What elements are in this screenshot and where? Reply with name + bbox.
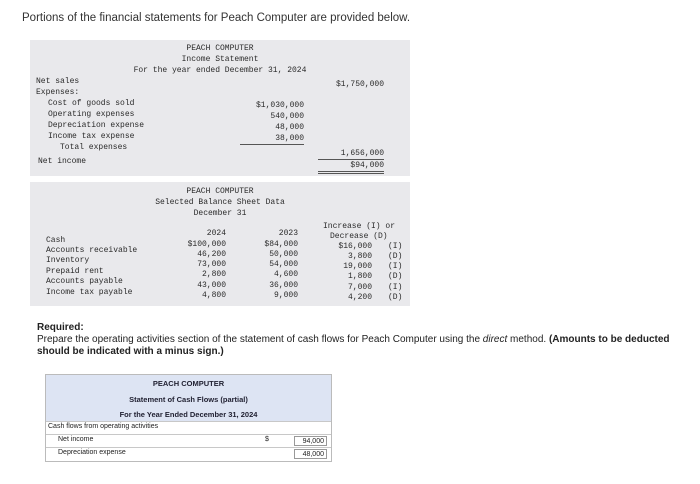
bs-row-label: Cash bbox=[46, 236, 66, 245]
bs-row-2024: 2,800 bbox=[201, 270, 226, 279]
bs-title: Selected Balance Sheet Data bbox=[155, 198, 285, 207]
cf-row-label: Depreciation expense bbox=[58, 449, 126, 456]
cf-amount-input[interactable]: 94,000 bbox=[294, 436, 327, 446]
cf-row-net-income bbox=[46, 434, 331, 447]
total-expenses-value: 1,656,000 bbox=[318, 149, 384, 160]
bs-row-2023: 54,000 bbox=[269, 260, 298, 269]
bs-row-2023: $84,000 bbox=[264, 240, 298, 249]
bs-row-flag: (D) bbox=[388, 252, 403, 261]
is-period: For the year ended December 31, 2024 bbox=[133, 66, 307, 75]
expense-label: Depreciation expense bbox=[48, 121, 145, 130]
bs-row-flag: (D) bbox=[388, 293, 403, 302]
bs-row-2023: 4,600 bbox=[273, 270, 298, 279]
expense-value: $1,030,000 bbox=[255, 101, 304, 110]
total-expenses-label: Total expenses bbox=[60, 143, 128, 152]
expense-value: 48,000 bbox=[275, 123, 304, 132]
bs-row-change: 3,800 bbox=[347, 252, 372, 261]
bs-row-change: 7,000 bbox=[347, 283, 372, 292]
required-text: Prepare the operating activities section of the statement of cash flows for Peach Computer using the direct method. (Amounts to be deducted should be indicated with a minus sign.) bbox=[37, 334, 670, 357]
cf-row-depreciation bbox=[46, 447, 331, 460]
cf-currency: $ bbox=[265, 436, 269, 443]
cf-title: Statement of Cash Flows (partial) bbox=[129, 395, 248, 404]
bs-company: PEACH COMPUTER bbox=[186, 187, 254, 196]
bs-row-2024: 4,800 bbox=[201, 291, 226, 300]
bs-row-label: Accounts payable bbox=[46, 277, 123, 286]
cf-section-row bbox=[46, 421, 331, 434]
net-income-label: Net income bbox=[38, 157, 87, 166]
bs-row-flag: (D) bbox=[388, 272, 403, 281]
is-company: PEACH COMPUTER bbox=[186, 44, 254, 53]
bs-row-2024: 46,200 bbox=[197, 250, 226, 259]
bs-row-label: Inventory bbox=[46, 256, 90, 265]
cf-amount-input[interactable]: 48,000 bbox=[294, 449, 327, 459]
bs-col-2024: 2024 bbox=[206, 229, 226, 238]
bs-row-2023: 9,000 bbox=[273, 291, 298, 300]
bs-row-flag: (I) bbox=[388, 242, 403, 251]
bs-col-change: Increase (I) or bbox=[323, 222, 396, 231]
bs-row-change: 1,800 bbox=[347, 272, 372, 281]
expense-label: Operating expenses bbox=[48, 110, 135, 119]
intro-text: Portions of the financial statements for Peach Computer are provided below. bbox=[22, 12, 411, 24]
required-heading: Required: bbox=[37, 322, 84, 333]
expenses-label: Expenses: bbox=[36, 88, 80, 97]
bs-row-flag: (I) bbox=[388, 262, 403, 271]
cf-company: PEACH COMPUTER bbox=[152, 379, 225, 388]
expense-value: 540,000 bbox=[270, 112, 304, 121]
expense-value: 38,000 bbox=[240, 134, 304, 145]
expense-label: Income tax expense bbox=[48, 132, 135, 141]
cf-section-label: Cash flows from operating activities bbox=[48, 423, 159, 430]
bs-row-label: Prepaid rent bbox=[46, 267, 104, 276]
net-income-value: $94,000 bbox=[318, 161, 384, 174]
net-sales-label: Net sales bbox=[36, 77, 80, 86]
cash-flow-form bbox=[45, 374, 332, 462]
net-sales-value: $1,750,000 bbox=[335, 80, 384, 89]
bs-row-change: $16,000 bbox=[338, 242, 372, 251]
bs-row-2023: 36,000 bbox=[269, 281, 298, 290]
bs-row-2024: 73,000 bbox=[197, 260, 226, 269]
bs-row-label: Accounts receivable bbox=[46, 246, 138, 255]
bs-row-2024: $100,000 bbox=[187, 240, 226, 249]
cf-row-label: Net income bbox=[58, 436, 94, 443]
is-title: Income Statement bbox=[181, 55, 259, 64]
expense-label: Cost of goods sold bbox=[48, 99, 135, 108]
bs-row-change: 4,200 bbox=[347, 293, 372, 302]
bs-date: December 31 bbox=[193, 209, 247, 218]
cf-period: For the Year Ended December 31, 2024 bbox=[119, 410, 258, 419]
bs-row-change: 19,000 bbox=[343, 262, 372, 271]
bs-row-2024: 43,000 bbox=[197, 281, 226, 290]
bs-row-flag: (I) bbox=[388, 283, 403, 292]
bs-col-2023: 2023 bbox=[278, 229, 298, 238]
bs-col-change: Decrease (D) bbox=[330, 232, 388, 241]
bs-row-label: Income tax payable bbox=[46, 288, 133, 297]
bs-row-2023: 50,000 bbox=[269, 250, 298, 259]
